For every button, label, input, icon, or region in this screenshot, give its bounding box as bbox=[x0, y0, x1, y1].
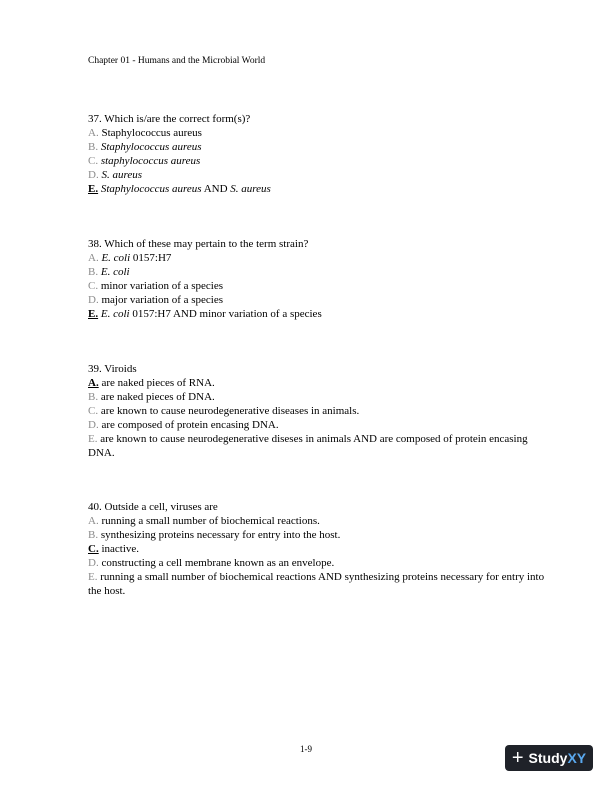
option-text: are composed of protein encasing DNA. bbox=[98, 419, 279, 431]
option-text: staphylococcus aureus bbox=[98, 155, 201, 167]
option-letter: E. bbox=[88, 433, 98, 445]
option-text: are known to cause neurodegenerative diseses in animals AND are composed of protein encasing DNA. bbox=[88, 433, 528, 459]
page-number: 1-9 bbox=[300, 744, 312, 754]
option-letter: D. bbox=[88, 419, 99, 431]
brand-accent: XY bbox=[567, 750, 587, 766]
brand-main: Study bbox=[528, 750, 568, 766]
answer-option bbox=[88, 140, 548, 154]
option-text: are known to cause neurodegenerative diseases in animals. bbox=[98, 405, 360, 417]
answer-option bbox=[88, 432, 548, 460]
option-letter: C. bbox=[88, 405, 99, 417]
answer-option bbox=[88, 404, 548, 418]
answer-option bbox=[88, 154, 548, 168]
option-text: AND bbox=[201, 183, 231, 195]
answer-option bbox=[88, 570, 548, 598]
answer-option bbox=[88, 307, 548, 321]
option-text: running a small number of biochemical reactions. bbox=[98, 515, 320, 527]
answer-option bbox=[88, 514, 548, 528]
option-text: 0157:H7 bbox=[130, 252, 172, 264]
option-text: inactive. bbox=[98, 543, 140, 555]
answer-option bbox=[88, 390, 548, 404]
options-list bbox=[88, 376, 548, 460]
option-letter: C. bbox=[88, 280, 99, 292]
option-text: running a small number of biochemical reactions AND synthesizing proteins necessary for entry into the host. bbox=[88, 571, 545, 597]
plus-icon: + bbox=[511, 747, 524, 769]
question-38 bbox=[88, 237, 548, 321]
answer-option bbox=[88, 182, 548, 196]
option-text: Staphylococcus aureus bbox=[98, 183, 202, 195]
page-header: Chapter 01 - Humans and the Microbial World bbox=[88, 56, 266, 66]
option-letter: A. bbox=[88, 252, 99, 264]
option-text: S. aureus bbox=[230, 183, 271, 195]
option-text: synthesizing proteins necessary for entry into the host. bbox=[98, 529, 341, 541]
answer-option bbox=[88, 542, 548, 556]
option-letter: B. bbox=[88, 141, 99, 153]
option-text: E. coli bbox=[98, 308, 130, 320]
correct-option-letter: A. bbox=[88, 377, 99, 389]
answer-option bbox=[88, 251, 548, 265]
option-text: are naked pieces of DNA. bbox=[98, 391, 215, 403]
answer-option bbox=[88, 293, 548, 307]
answer-option bbox=[88, 279, 548, 293]
answer-option bbox=[88, 376, 548, 390]
option-letter: B. bbox=[88, 391, 99, 403]
answer-option bbox=[88, 556, 548, 570]
option-letter: E. bbox=[88, 571, 98, 583]
options-list bbox=[88, 251, 548, 321]
option-text: S. aureus bbox=[98, 169, 142, 181]
option-letter: C. bbox=[88, 155, 99, 167]
answer-option bbox=[88, 168, 548, 182]
answer-option bbox=[88, 265, 548, 279]
correct-option-letter: E. bbox=[88, 183, 99, 195]
answer-option bbox=[88, 126, 548, 140]
question-stem: 37. Which is/are the correct form(s)? bbox=[88, 113, 251, 125]
answer-option bbox=[88, 528, 548, 542]
studyxy-badge[interactable] bbox=[505, 745, 593, 771]
option-text: minor variation of a species bbox=[98, 280, 224, 292]
option-text: E. coli bbox=[98, 252, 131, 264]
option-letter: B. bbox=[88, 529, 99, 541]
option-letter: D. bbox=[88, 169, 99, 181]
question-39 bbox=[88, 362, 548, 460]
option-text: Staphylococcus aureus bbox=[98, 127, 202, 139]
question-37 bbox=[88, 112, 548, 196]
option-letter: A. bbox=[88, 127, 99, 139]
option-text: E. coli bbox=[98, 266, 130, 278]
option-letter: B. bbox=[88, 266, 99, 278]
correct-option-letter: C. bbox=[88, 543, 99, 555]
option-text: are naked pieces of RNA. bbox=[98, 377, 215, 389]
question-stem: 38. Which of these may pertain to the term strain? bbox=[88, 238, 309, 250]
options-list bbox=[88, 514, 548, 598]
option-letter: D. bbox=[88, 557, 99, 569]
option-letter: D. bbox=[88, 294, 99, 306]
option-text: 0157:H7 AND minor variation of a species bbox=[129, 308, 322, 320]
correct-option-letter: E. bbox=[88, 308, 99, 320]
question-stem: 39. Viroids bbox=[88, 363, 137, 375]
options-list bbox=[88, 126, 548, 196]
option-text: major variation of a species bbox=[98, 294, 224, 306]
option-text: Staphylococcus aureus bbox=[98, 141, 202, 153]
option-text: constructing a cell membrane known as an envelope. bbox=[98, 557, 335, 569]
question-stem: 40. Outside a cell, viruses are bbox=[88, 501, 218, 513]
question-40 bbox=[88, 500, 548, 598]
answer-option bbox=[88, 418, 548, 432]
option-letter: A. bbox=[88, 515, 99, 527]
